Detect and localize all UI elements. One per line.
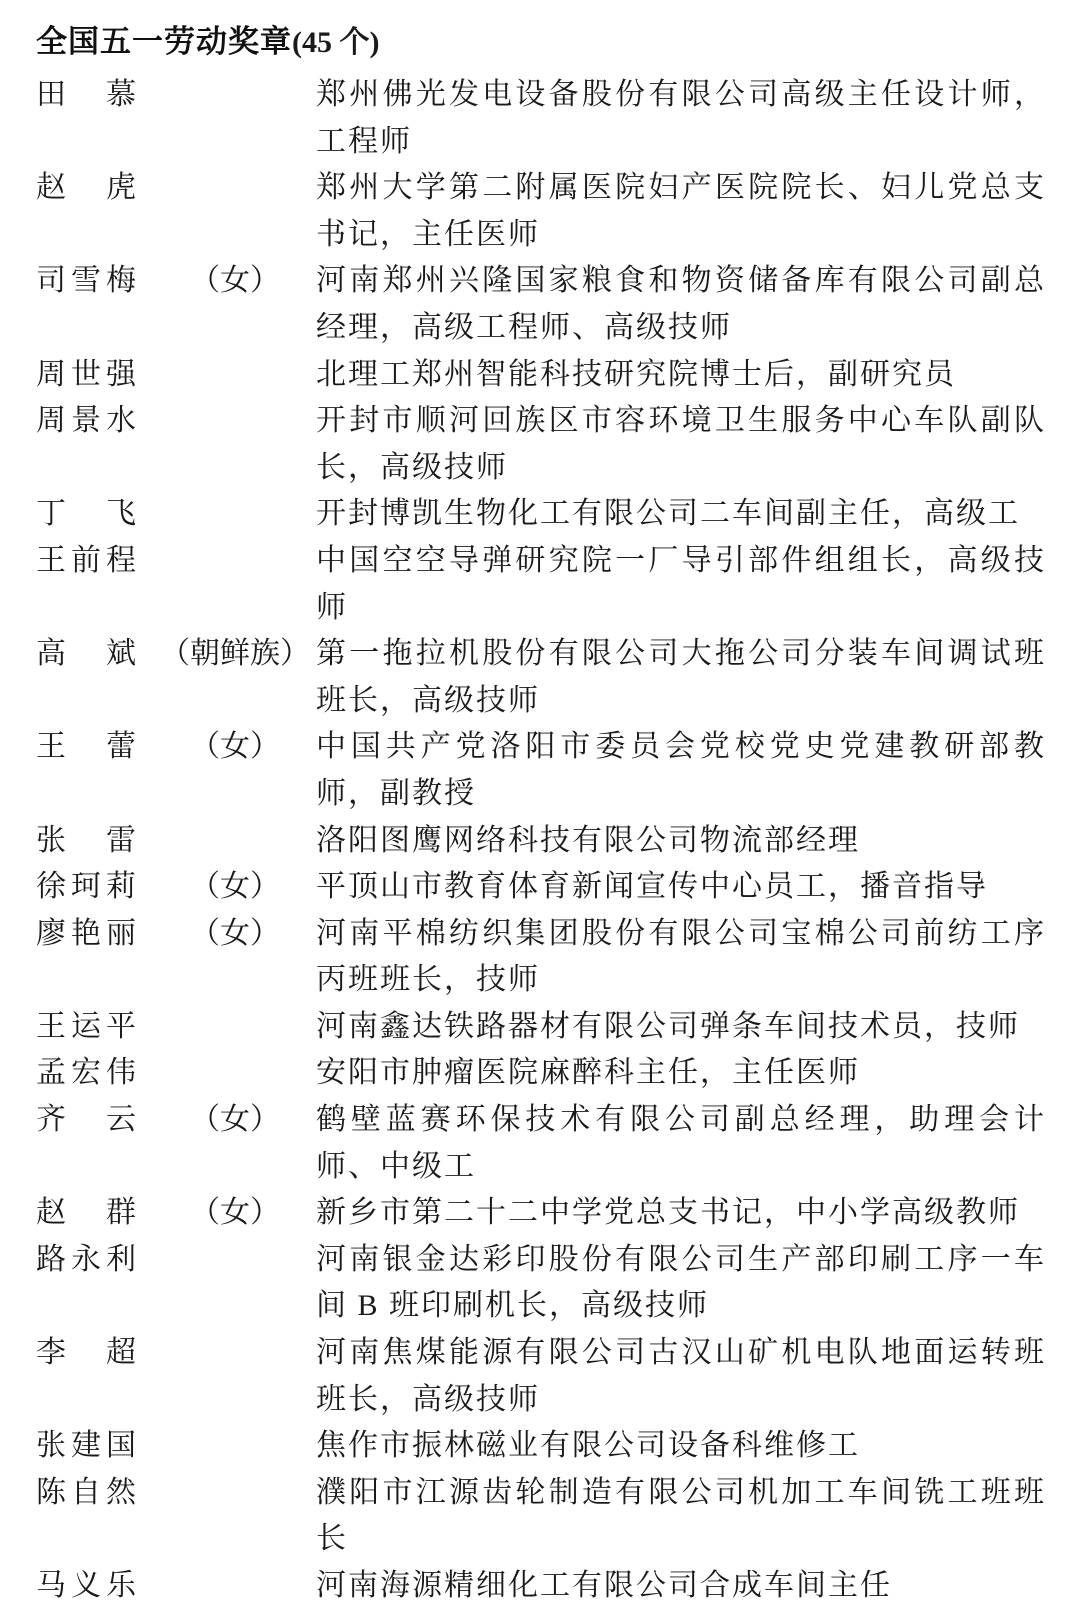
recipient-name: 王前程 — [36, 543, 136, 577]
recipient-description: 河南焦煤能源有限公司古汉山矿机电队地面运转班班长，高级技师 — [316, 1336, 1046, 1416]
recipient-row — [36, 818, 1046, 865]
recipient-description: 鹤壁蓝赛环保技术有限公司副总经理，助理会计师、中级工 — [316, 1103, 1046, 1183]
page-title — [36, 16, 1046, 68]
recipient-name: 张 雷 — [36, 823, 136, 857]
recipient-description: 中国空空导弹研究院一厂导引部件组组长，高级技师 — [316, 543, 1046, 624]
recipient-row — [36, 491, 1046, 538]
recipient-name: 周景水 — [36, 404, 136, 438]
recipient-description: 北理工郑州智能科技研究院博士后，副研究员 — [316, 357, 956, 391]
recipient-note: （女） — [190, 1196, 280, 1230]
recipient-row — [36, 1097, 1046, 1190]
recipient-row — [36, 864, 1046, 911]
recipient-note: （女） — [190, 730, 280, 764]
recipient-row — [36, 1050, 1046, 1097]
recipient-name: 李 超 — [36, 1336, 136, 1370]
recipient-note: （女） — [190, 264, 280, 298]
recipient-row — [36, 1563, 1046, 1610]
recipient-name: 王 蕾 — [36, 730, 136, 764]
recipient-note: （女） — [190, 1103, 280, 1137]
recipient-note: （女） — [190, 916, 280, 950]
recipient-name: 陈自然 — [36, 1475, 136, 1509]
recipient-row — [36, 1330, 1046, 1423]
recipient-description: 河南海源精细化工有限公司合成车间主任 — [316, 1569, 892, 1602]
recipient-name: 丁 飞 — [36, 497, 136, 531]
recipient-description: 河南郑州兴隆国家粮食和物资储备库有限公司副总经理，高级工程师、高级技师 — [316, 264, 1046, 344]
recipient-name: 齐 云 — [36, 1103, 136, 1137]
recipient-description: 开封市顺河回族区市容环境卫生服务中心车队副队长，高级技师 — [316, 404, 1046, 484]
page-title-text: 全国五一劳动奖章 — [36, 24, 292, 59]
recipient-name: 徐珂莉 — [36, 870, 136, 904]
recipient-row — [36, 165, 1046, 258]
recipient-row — [36, 538, 1046, 631]
recipient-description: 第一拖拉机股份有限公司大拖公司分装车间调试班班长，高级技师 — [316, 637, 1046, 717]
recipient-row — [36, 1470, 1046, 1563]
recipient-name: 赵 虎 — [36, 171, 136, 205]
recipient-name: 张建国 — [36, 1429, 136, 1463]
recipient-description: 开封博凯生物化工有限公司二车间副主任，高级工 — [316, 497, 1020, 531]
recipient-name: 赵 群 — [36, 1196, 136, 1230]
recipient-row — [36, 1423, 1046, 1470]
recipient-name: 路永利 — [36, 1242, 136, 1276]
recipient-description: 郑州大学第二附属医院妇产医院院长、妇儿党总支书记，主任医师 — [316, 171, 1046, 251]
recipient-description: 中国共产党洛阳市委员会党校党史党建教研部教师，副教授 — [316, 730, 1046, 810]
recipient-description: 焦作市振林磁业有限公司设备科维修工 — [316, 1429, 860, 1463]
recipient-description: 新乡市第二十二中学党总支书记，中小学高级教师 — [316, 1196, 1020, 1230]
recipient-row — [36, 1004, 1046, 1051]
recipient-description: 安阳市肿瘤医院麻醉科主任，主任医师 — [316, 1056, 860, 1090]
recipient-description: 河南银金达彩印股份有限公司生产部印刷工序一车间 B 班印刷机长，高级技师 — [316, 1242, 1046, 1323]
recipient-name: 孟宏伟 — [36, 1056, 136, 1090]
recipient-row — [36, 911, 1046, 1004]
recipient-description: 河南鑫达铁路器材有限公司弹条车间技术员，技师 — [316, 1009, 1020, 1043]
recipient-row — [36, 72, 1046, 165]
page-title-count: (45 个) — [292, 26, 380, 59]
recipient-name: 田 慕 — [36, 78, 136, 111]
recipient-description: 河南平棉纺织集团股份有限公司宝棉公司前纺工序丙班班长，技师 — [316, 916, 1046, 997]
recipient-name: 马义乐 — [36, 1569, 136, 1602]
recipient-row — [36, 398, 1046, 491]
recipient-description: 平顶山市教育体育新闻宣传中心员工，播音指导 — [316, 870, 988, 904]
recipient-row — [36, 258, 1046, 351]
recipient-description: 洛阳图鹰网络科技有限公司物流部经理 — [316, 823, 860, 857]
recipient-name: 司雪梅 — [36, 264, 136, 298]
recipient-row — [36, 1190, 1046, 1237]
recipient-name: 周世强 — [36, 357, 136, 391]
recipient-list — [36, 72, 1046, 1610]
recipient-name: 高 斌 — [36, 637, 136, 671]
recipient-description: 郑州佛光发电设备股份有限公司高级主任设计师，工程师 — [316, 78, 1046, 158]
recipient-row — [36, 352, 1046, 399]
recipient-row — [36, 631, 1046, 724]
recipient-name: 王运平 — [36, 1009, 136, 1043]
recipient-row — [36, 724, 1046, 817]
recipient-description: 濮阳市江源齿轮制造有限公司机加工车间铣工班班长 — [316, 1475, 1046, 1556]
recipient-note: （女） — [190, 870, 280, 904]
recipient-row — [36, 1237, 1046, 1330]
recipient-note: （朝鲜族） — [160, 637, 310, 671]
recipient-name: 廖艳丽 — [36, 916, 136, 950]
